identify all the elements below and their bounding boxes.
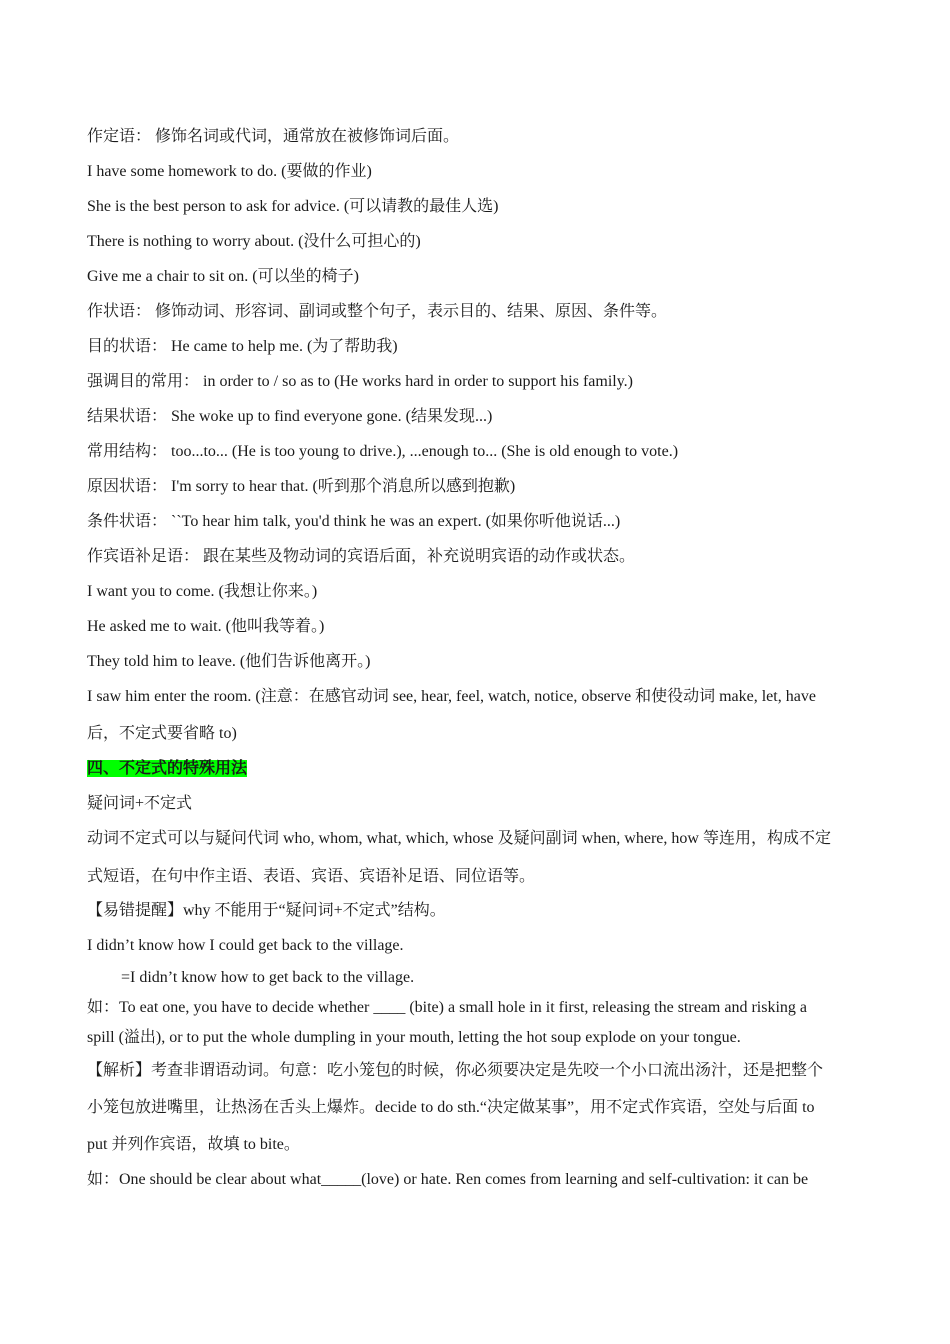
text-line: spill (溢出), or to put the whole dumpling in your mouth, letting the hot soup explode on your tongue.: [87, 1029, 741, 1046]
section-heading: [87, 758, 247, 780]
text-line: Give me a chair to sit on. (可以坐的椅子): [87, 268, 359, 285]
text-line: 式短语，在句中作主语、表语、宾语、宾语补足语、同位语等。: [87, 868, 536, 885]
text-line: 【解析】考查非谓语动词。句意：吃小笼包的时候，你必须要决定是先咬一个小口流出汤汁，还是把整个: [87, 1062, 824, 1079]
text-line: 目的状语： He came to help me. (为了帮助我): [87, 338, 398, 355]
text-line: 如：To eat one, you have to decide whether ____ (bite) a small hole in it first, releasing the stream and risking a: [87, 999, 808, 1016]
text-line: 【易错提醒】why 不能用于“疑问词+不定式”结构。: [87, 902, 446, 919]
text-line: I didn’t know how I could get back to the village.: [87, 937, 404, 954]
text-line: 条件状语： ``To hear him talk, you'd think he was an expert. (如果你听他说话...): [87, 513, 621, 530]
text-line: 疑问词+不定式: [87, 795, 193, 812]
text-line: 作定语： 修饰名词或代词，通常放在被修饰词后面。: [87, 128, 460, 145]
text-line: I have some homework to do. (要做的作业): [87, 163, 372, 180]
text-line: 结果状语： She woke up to find everyone gone. (结果发现...): [87, 408, 493, 425]
text-line: 强调目的常用： in order to / so as to (He works hard in order to support his family.): [87, 373, 633, 390]
text-line: 如：One should be clear about what_____(love) or hate. Ren comes from learning and self-cultivation: it can be: [87, 1171, 809, 1188]
text-line: He asked me to wait. (他叫我等着。): [87, 618, 325, 635]
text-line: I saw him enter the room. (注意：在感官动词 see, hear, feel, watch, notice, observe 和使役动词 make, let, have: [87, 688, 816, 705]
text-line: =I didn’t know how to get back to the village.: [121, 969, 415, 986]
text-line: 常用结构： too...to... (He is too young to drive.), ...enough to... (She is old enough to vote.): [87, 443, 679, 460]
text-line: 小笼包放进嘴里，让热汤在舌头上爆炸。decide to do sth.“决定做某事”，用不定式作宾语，空处与后面 to: [87, 1099, 815, 1116]
text-line: put 并列作宾语，故填 to bite。: [87, 1136, 300, 1153]
text-line: They told him to leave. (他们告诉他离开。): [87, 653, 371, 670]
text-line: I want you to come. (我想让你来。): [87, 583, 318, 600]
text-line: 原因状语： I'm sorry to hear that. (听到那个消息所以感到抱歉): [87, 478, 516, 495]
text-line: She is the best person to ask for advice. (可以请教的最佳人选): [87, 198, 499, 215]
text-line: 动词不定式可以与疑问代词 who, whom, what, which, whose 及疑问副词 when, where, how 等连用，构成不定: [87, 830, 831, 847]
section-heading-text: 四、不定式的特殊用法: [87, 760, 248, 777]
text-line: 后，不定式要省略 to): [87, 725, 237, 742]
text-line: 作状语： 修饰动词、形容词、副词或整个句子，表示目的、结果、原因、条件等。: [87, 303, 668, 320]
text-line: There is nothing to worry about. (没什么可担心的): [87, 233, 421, 250]
text-line: 作宾语补足语： 跟在某些及物动词的宾语后面，补充说明宾语的动作或状态。: [87, 548, 636, 565]
